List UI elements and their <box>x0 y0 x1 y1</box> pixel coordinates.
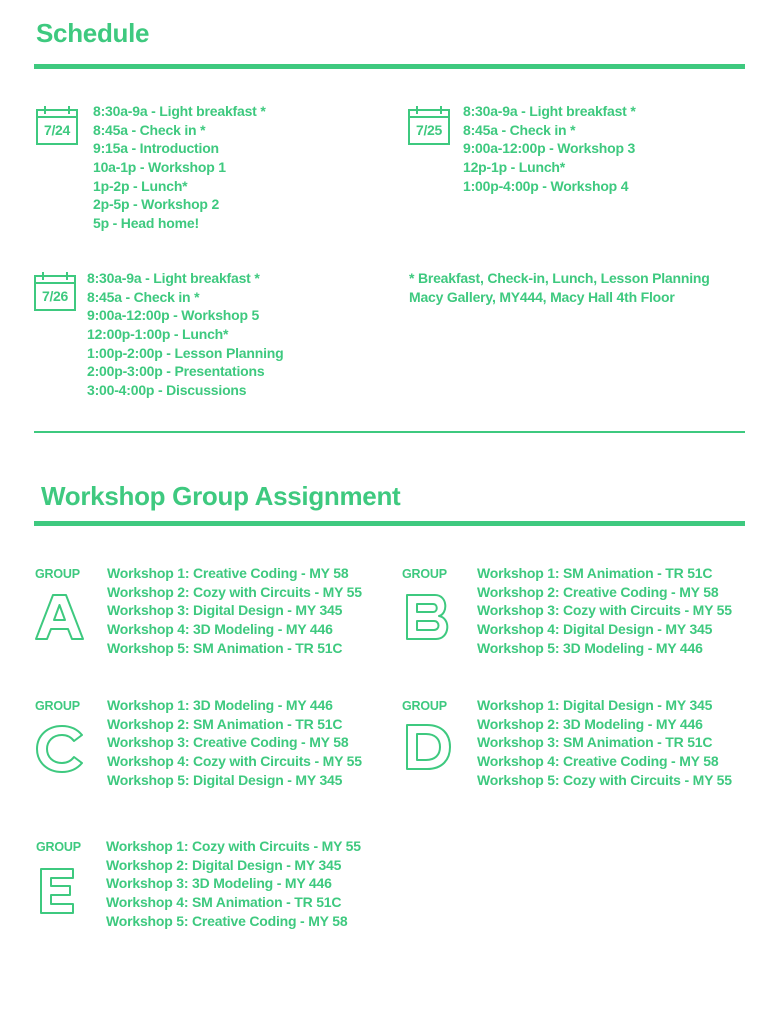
workshop-item: Workshop 5: Digital Design - MY 345 <box>107 771 343 788</box>
workshop-item: Workshop 3: Creative Coding - MY 58 <box>107 734 349 751</box>
day-items-724 <box>93 102 266 233</box>
workshop-item: Workshop 1: 3D Modeling - MY 446 <box>107 697 333 713</box>
schedule-item: 8:45a - Check in * <box>93 121 206 138</box>
schedule-item: 8:30a-9a - Light breakfast * <box>87 270 260 286</box>
schedule-item: 8:45a - Check in * <box>463 121 576 138</box>
workshop-item: Workshop 3: Cozy with Circuits - MY 55 <box>477 602 732 619</box>
schedule-divider <box>34 64 745 69</box>
schedule-item: 8:45a - Check in * <box>87 288 200 305</box>
group-letter-e-icon <box>39 866 93 920</box>
group-b-workshops <box>477 564 732 657</box>
schedule-item: 9:15a - Introduction <box>93 140 219 157</box>
schedule-item: 1:00p-2:00p - Lesson Planning <box>87 344 284 361</box>
workshop-item: Workshop 5: Creative Coding - MY 58 <box>106 912 348 929</box>
schedule-item: 8:30a-9a - Light breakfast * <box>463 103 636 119</box>
group-d-workshops <box>477 696 732 789</box>
workshop-item: Workshop 4: Cozy with Circuits - MY 55 <box>107 753 362 770</box>
workshop-item: Workshop 4: 3D Modeling - MY 446 <box>107 621 333 638</box>
note-line: * Breakfast, Check-in, Lunch, Lesson Planning <box>409 270 710 286</box>
schedule-item: 10a-1p - Workshop 1 <box>93 159 226 176</box>
workshop-item: Workshop 2: 3D Modeling - MY 446 <box>477 715 703 732</box>
workshop-item: Workshop 1: Digital Design - MY 345 <box>477 697 713 713</box>
workshop-item: Workshop 2: SM Animation - TR 51C <box>107 715 343 732</box>
day-date: 7/26 <box>41 288 69 304</box>
workshop-item: Workshop 2: Digital Design - MY 345 <box>106 856 342 873</box>
group-label: GROUP <box>35 699 80 713</box>
workshop-item: Workshop 5: SM Animation - TR 51C <box>107 639 343 656</box>
day-items-726 <box>87 269 283 400</box>
section-divider <box>34 431 745 433</box>
group-label: GROUP <box>402 699 447 713</box>
schedule-item: 12p-1p - Lunch* <box>463 159 566 176</box>
assignment-title: Workshop Group Assignment <box>41 481 401 511</box>
assignment-divider <box>34 521 745 526</box>
schedule-item: 2p-5p - Workshop 2 <box>93 196 220 213</box>
schedule-item: 12:00p-1:00p - Lunch* <box>87 326 229 343</box>
group-letter-b-icon <box>405 592 459 646</box>
schedule-item: 2:00p-3:00p - Presentations <box>87 363 265 380</box>
workshop-item: Workshop 1: Cozy with Circuits - MY 55 <box>106 838 361 854</box>
group-e-workshops <box>106 837 361 930</box>
group-label: GROUP <box>36 840 81 854</box>
schedule-item: 8:30a-9a - Light breakfast * <box>93 103 266 119</box>
calendar-icon <box>36 105 78 145</box>
group-letter-d-icon <box>405 722 459 776</box>
group-letter-a-icon <box>34 592 88 646</box>
schedule-item: 3:00-4:00p - Discussions <box>87 382 247 399</box>
workshop-item: Workshop 2: Cozy with Circuits - MY 55 <box>107 583 362 600</box>
workshop-item: Workshop 3: 3D Modeling - MY 446 <box>106 875 332 892</box>
schedule-item: 9:00a-12:00p - Workshop 3 <box>463 140 636 157</box>
workshop-item: Workshop 4: Creative Coding - MY 58 <box>477 753 719 770</box>
workshop-item: Workshop 3: SM Animation - TR 51C <box>477 734 713 751</box>
group-letter-c-icon <box>34 724 88 778</box>
calendar-icon <box>34 271 76 311</box>
workshop-item: Workshop 5: 3D Modeling - MY 446 <box>477 639 703 656</box>
day-date: 7/24 <box>43 122 71 138</box>
group-label: GROUP <box>35 567 80 581</box>
calendar-icon <box>408 105 450 145</box>
group-label: GROUP <box>402 567 447 581</box>
note-line: Macy Gallery, MY444, Macy Hall 4th Floor <box>409 288 675 305</box>
workshop-item: Workshop 3: Digital Design - MY 345 <box>107 602 343 619</box>
schedule-note <box>409 269 710 306</box>
group-c-workshops <box>107 696 362 789</box>
day-date: 7/25 <box>415 122 443 138</box>
schedule-item: 1:00p-4:00p - Workshop 4 <box>463 177 629 194</box>
workshop-item: Workshop 1: SM Animation - TR 51C <box>477 565 713 581</box>
schedule-item: 5p - Head home! <box>93 215 199 232</box>
schedule-item: 9:00a-12:00p - Workshop 5 <box>87 307 260 324</box>
schedule-item: 1p-2p - Lunch* <box>93 177 188 194</box>
day-items-725 <box>463 102 636 195</box>
workshop-item: Workshop 5: Cozy with Circuits - MY 55 <box>477 771 732 788</box>
workshop-item: Workshop 4: Digital Design - MY 345 <box>477 621 713 638</box>
workshop-item: Workshop 2: Creative Coding - MY 58 <box>477 583 719 600</box>
workshop-item: Workshop 1: Creative Coding - MY 58 <box>107 565 349 581</box>
schedule-title: Schedule <box>36 18 150 48</box>
workshop-item: Workshop 4: SM Animation - TR 51C <box>106 894 342 911</box>
group-a-workshops <box>107 564 362 657</box>
